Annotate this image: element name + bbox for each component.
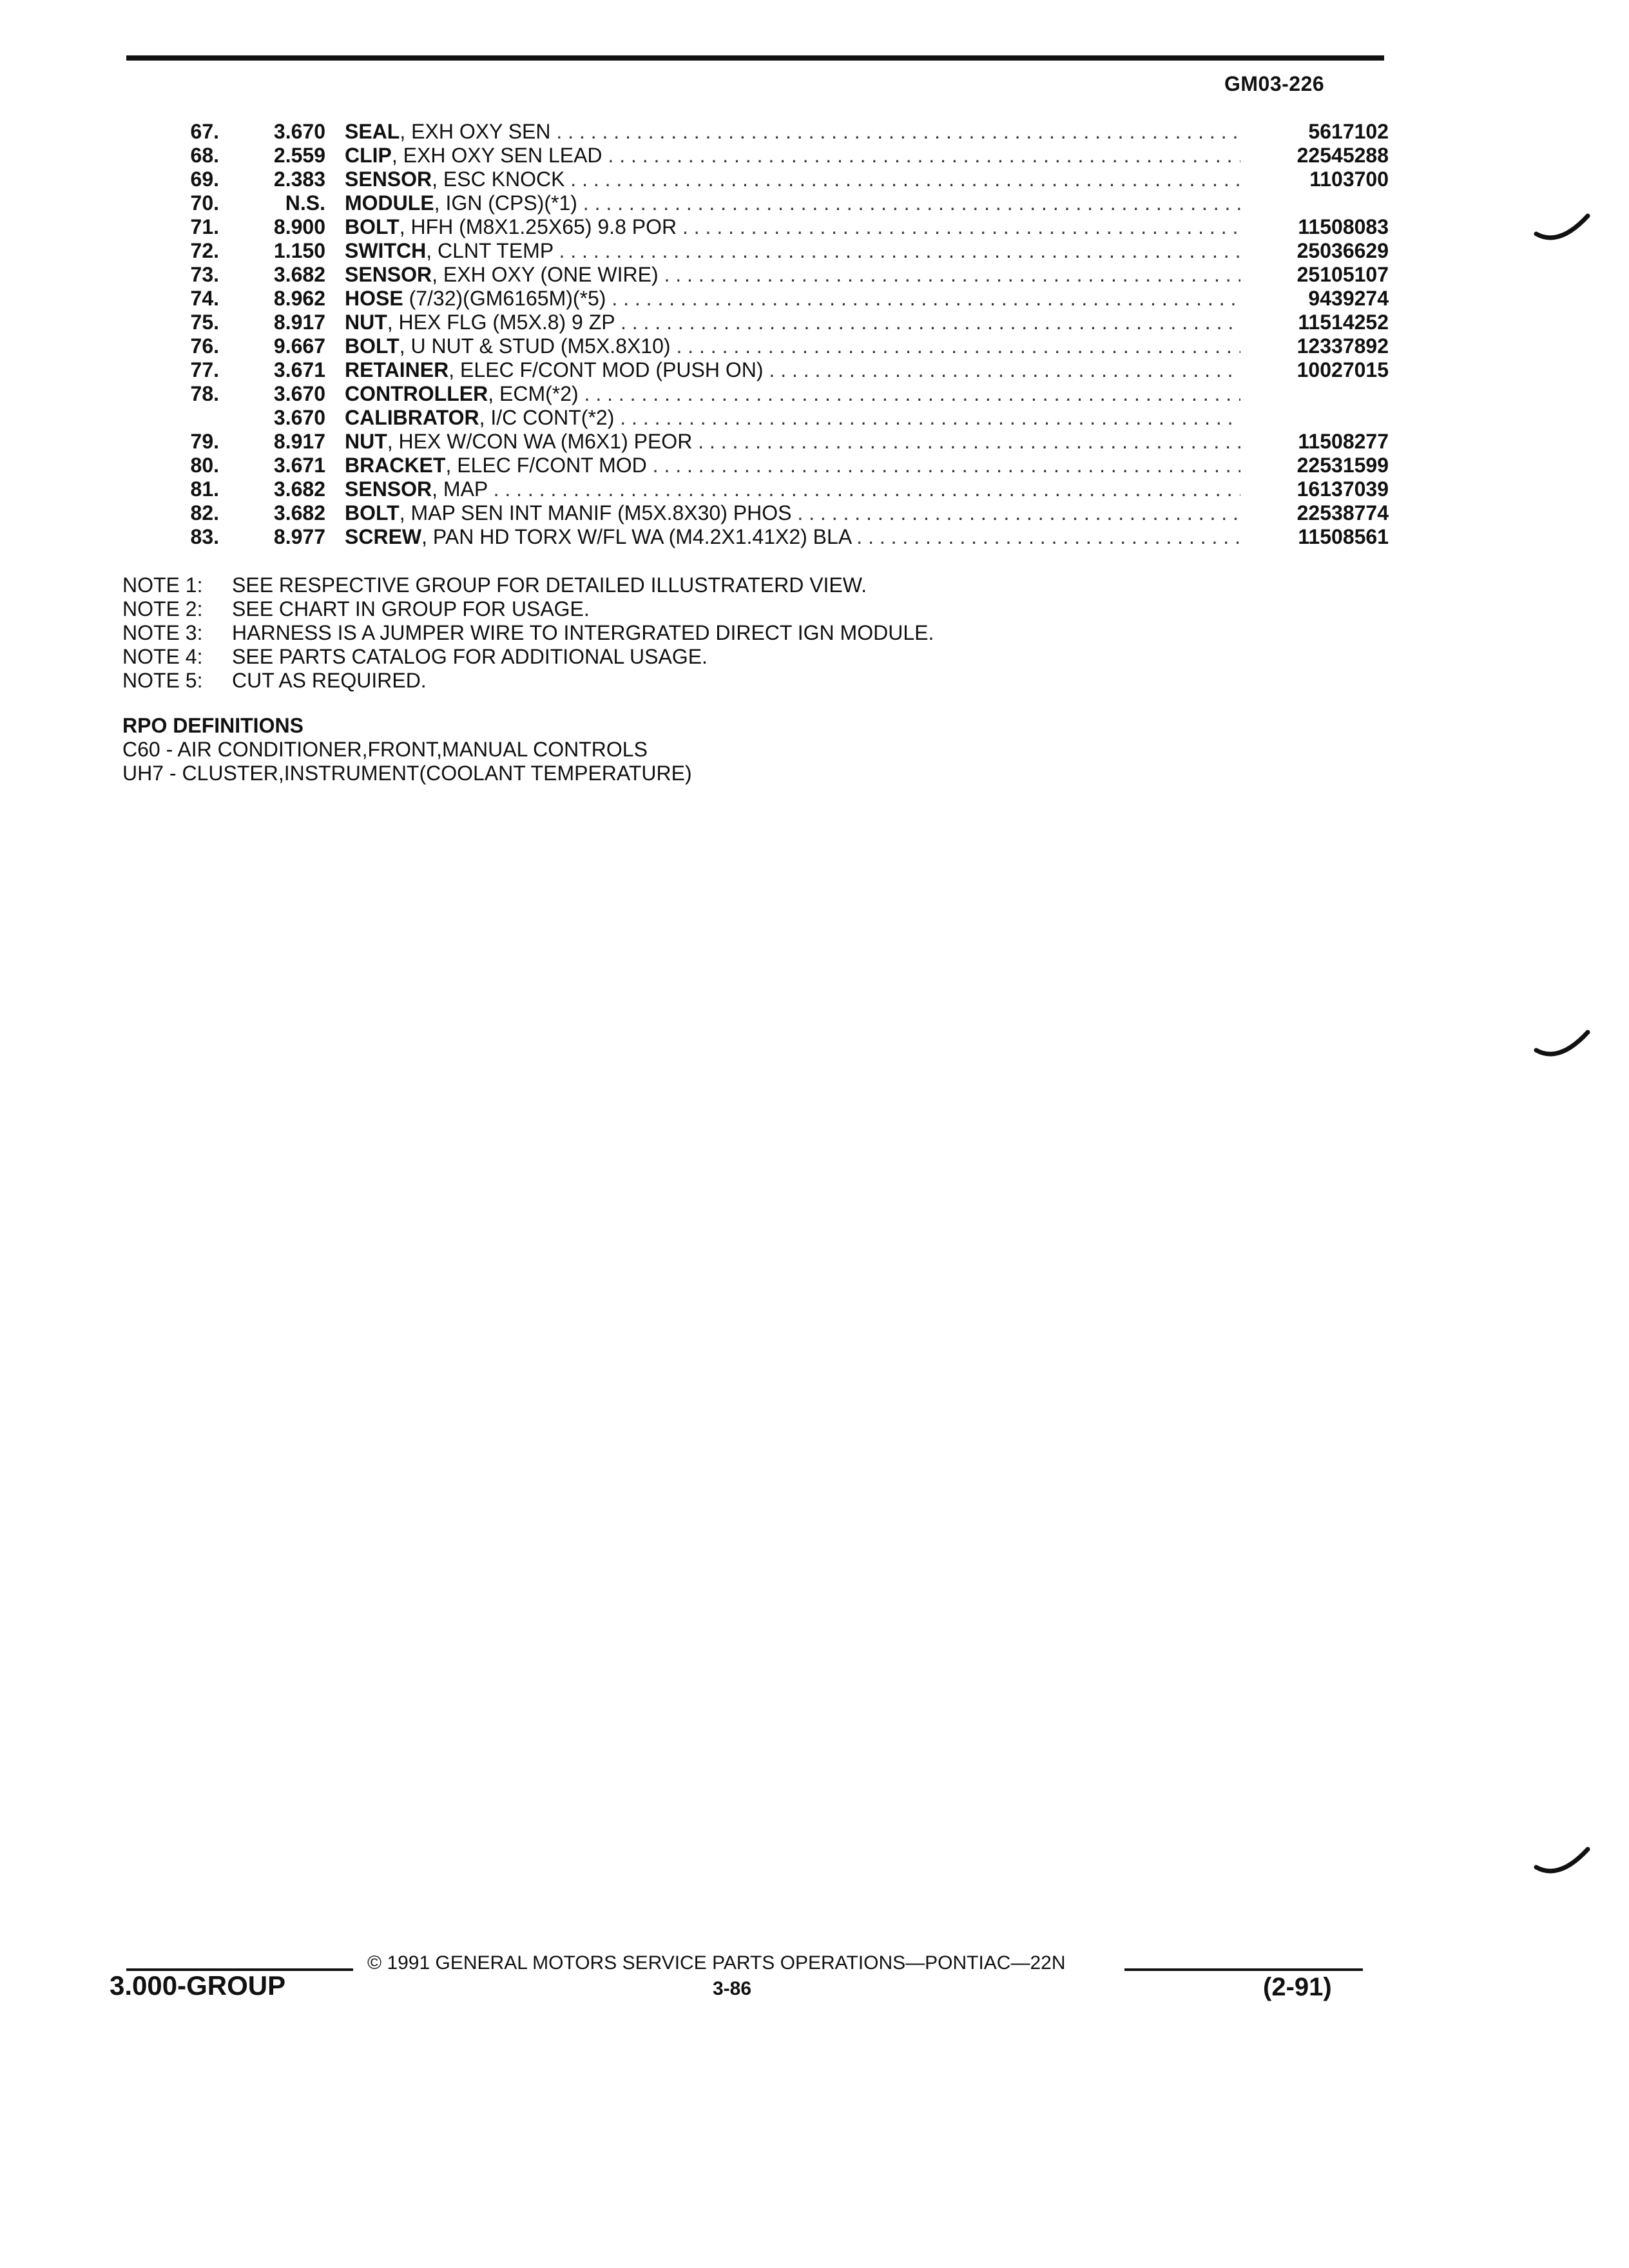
group-number: 3.670 <box>273 120 325 143</box>
footer-rule-right <box>1124 1968 1363 1971</box>
part-number: 22545288 <box>1296 144 1389 167</box>
footer-group: 3.000-GROUP <box>110 1970 286 2001</box>
notes-section <box>122 573 934 693</box>
note-line <box>122 669 934 693</box>
group-number: 3.671 <box>273 358 325 381</box>
group-number: 3.670 <box>273 406 325 429</box>
group-number: 9.667 <box>273 334 325 358</box>
note-label: NOTE 5: <box>122 669 203 692</box>
item-number: 81. <box>190 477 219 501</box>
item-number: 72. <box>190 239 219 262</box>
part-name: HOSE <box>345 287 403 310</box>
part-description <box>345 430 1240 454</box>
item-number: 70. <box>190 191 219 215</box>
part-number: 11508277 <box>1298 430 1389 453</box>
part-number: 11514252 <box>1298 311 1389 334</box>
part-name: SENSOR <box>345 168 432 191</box>
top-rule <box>126 55 1384 61</box>
part-row <box>122 191 1389 215</box>
part-row <box>122 120 1389 144</box>
group-number: 8.917 <box>273 430 325 453</box>
part-row <box>122 287 1389 311</box>
group-number: 3.682 <box>273 477 325 501</box>
binder-tab-mark <box>1534 1026 1592 1064</box>
note-line <box>122 621 934 645</box>
note-text: CUT AS REQUIRED. <box>232 669 427 692</box>
part-number: 25036629 <box>1296 239 1389 262</box>
part-name: CALIBRATOR <box>345 406 479 429</box>
item-number: 83. <box>190 525 219 548</box>
part-row <box>122 144 1389 168</box>
part-description <box>345 454 1240 477</box>
part-description <box>345 311 1240 334</box>
item-number: 78. <box>190 382 219 405</box>
part-row <box>122 454 1389 477</box>
group-number: 2.383 <box>273 168 325 191</box>
part-name: SCREW <box>345 525 422 548</box>
part-row <box>122 334 1389 358</box>
part-name: SENSOR <box>345 477 432 501</box>
part-detail: , MAP <box>432 477 488 501</box>
part-row <box>122 168 1389 191</box>
part-name: NUT <box>345 430 387 453</box>
part-name: SWITCH <box>345 239 427 262</box>
binder-tab-mark <box>1534 209 1592 248</box>
part-number: 16137039 <box>1296 477 1389 501</box>
part-description <box>345 287 1240 311</box>
rpo-line: C60 - AIR CONDITIONER,FRONT,MANUAL CONTROLS <box>122 738 648 761</box>
part-detail: (7/32)(GM6165M)(*5) <box>403 287 606 310</box>
note-line <box>122 597 934 621</box>
part-description <box>345 406 1240 430</box>
part-row <box>122 239 1389 263</box>
part-name: CONTROLLER <box>345 382 488 405</box>
part-description <box>345 120 1240 144</box>
item-number: 67. <box>190 120 219 143</box>
part-name: BOLT <box>345 215 400 238</box>
group-number: 2.559 <box>273 144 325 167</box>
part-number: 25105107 <box>1296 263 1389 286</box>
part-description <box>345 382 1240 406</box>
part-description <box>345 191 1240 215</box>
note-line <box>122 573 934 597</box>
revision-date: (2-91) <box>1263 1973 1332 2001</box>
part-name: RETAINER <box>345 358 449 381</box>
note-text: SEE CHART IN GROUP FOR USAGE. <box>232 597 590 620</box>
part-description <box>345 215 1240 239</box>
note-label: NOTE 2: <box>122 597 203 620</box>
item-number: 68. <box>190 144 219 167</box>
note-text: SEE RESPECTIVE GROUP FOR DETAILED ILLUSTRATERD VIEW. <box>232 573 867 597</box>
group-number: 8.977 <box>273 525 325 548</box>
part-detail: , HEX FLG (M5X.8) 9 ZP <box>387 311 615 334</box>
part-description <box>345 334 1240 358</box>
group-number: 8.900 <box>273 215 325 238</box>
part-name: BOLT <box>345 501 400 524</box>
part-name: BRACKET <box>345 454 446 477</box>
part-row <box>122 215 1389 239</box>
footer-copyright: © 1991 GENERAL MOTORS SERVICE PARTS OPERATIONS—PONTIAC—22N <box>367 1952 1066 1974</box>
group-number: 8.962 <box>273 287 325 310</box>
note-label: NOTE 4: <box>122 645 203 668</box>
part-name: CLIP <box>345 144 392 167</box>
note-text: HARNESS IS A JUMPER WIRE TO INTERGRATED DIRECT IGN MODULE. <box>232 621 934 644</box>
part-number: 22538774 <box>1296 501 1389 524</box>
part-row <box>122 358 1389 382</box>
part-description <box>345 525 1240 549</box>
part-number: 11508083 <box>1298 215 1389 238</box>
part-detail: , PAN HD TORX W/FL WA (M4.2X1.41X2) BLA <box>421 525 851 548</box>
part-description <box>345 168 1240 191</box>
part-description <box>345 263 1240 287</box>
document-code: GM03-226 <box>1224 72 1325 95</box>
item-number: 75. <box>190 311 219 334</box>
part-detail: , ECM(*2) <box>488 382 579 405</box>
item-number: 77. <box>190 358 219 381</box>
part-detail: , ELEC F/CONT MOD <box>445 454 647 477</box>
item-number: 71. <box>190 215 219 238</box>
rpo-line: UH7 - CLUSTER,INSTRUMENT(COOLANT TEMPERATURE) <box>122 762 692 785</box>
part-name: SEAL <box>345 120 400 143</box>
part-detail: , I/C CONT(*2) <box>479 406 615 429</box>
part-detail: , ESC KNOCK <box>432 168 565 191</box>
part-row <box>122 406 1389 430</box>
group-number: 3.682 <box>273 263 325 286</box>
item-number: 74. <box>190 287 219 310</box>
item-number: 76. <box>190 334 219 358</box>
item-number: 80. <box>190 454 219 477</box>
part-row <box>122 311 1389 334</box>
part-description <box>345 144 1240 168</box>
rpo-definitions <box>122 714 692 785</box>
part-row <box>122 477 1389 501</box>
group-number: 1.150 <box>273 239 325 262</box>
note-label: NOTE 1: <box>122 573 203 597</box>
part-description <box>345 239 1240 263</box>
part-detail: , EXH OXY SEN <box>400 120 551 143</box>
group-number: 3.682 <box>273 501 325 524</box>
part-detail: , EXH OXY (ONE WIRE) <box>432 263 659 286</box>
part-detail: , IGN (CPS)(*1) <box>434 191 577 215</box>
part-detail: , MAP SEN INT MANIF (M5X.8X30) PHOS <box>399 501 792 524</box>
part-name: NUT <box>345 311 387 334</box>
note-text: SEE PARTS CATALOG FOR ADDITIONAL USAGE. <box>232 645 708 668</box>
rpo-title: RPO DEFINITIONS <box>122 714 304 737</box>
part-number: 9439274 <box>1308 287 1389 310</box>
note-label: NOTE 3: <box>122 621 203 644</box>
part-number: 12337892 <box>1296 334 1389 358</box>
item-number: 79. <box>190 430 219 453</box>
part-number: 5617102 <box>1308 120 1389 143</box>
part-row <box>122 501 1389 525</box>
part-name: BOLT <box>345 334 400 358</box>
part-row <box>122 430 1389 454</box>
page-number: 3-86 <box>713 1978 752 1999</box>
part-number: 10027015 <box>1296 358 1389 381</box>
part-number: 22531599 <box>1296 454 1389 477</box>
group-number: 3.671 <box>273 454 325 477</box>
part-description <box>345 358 1240 382</box>
binder-tab-mark <box>1534 1843 1592 1881</box>
item-number: 69. <box>190 168 219 191</box>
part-description <box>345 501 1240 525</box>
part-name: SENSOR <box>345 263 432 286</box>
part-detail: , HFH (M8X1.25X65) 9.8 POR <box>399 215 677 238</box>
part-row <box>122 525 1389 549</box>
part-detail: , CLNT TEMP <box>426 239 554 262</box>
part-detail: , U NUT & STUD (M5X.8X10) <box>399 334 671 358</box>
part-number: 11508561 <box>1298 525 1389 548</box>
group-number: 8.917 <box>273 311 325 334</box>
item-number: 82. <box>190 501 219 524</box>
part-detail: , HEX W/CON WA (M6X1) PEOR <box>387 430 693 453</box>
note-line <box>122 645 934 669</box>
item-number: 73. <box>190 263 219 286</box>
part-description <box>345 477 1240 501</box>
parts-list <box>122 120 1389 549</box>
part-row <box>122 382 1389 406</box>
part-number: 1103700 <box>1309 168 1389 191</box>
group-number: 3.670 <box>273 382 325 405</box>
part-row <box>122 263 1389 287</box>
part-detail: , ELEC F/CONT MOD (PUSH ON) <box>448 358 764 381</box>
part-detail: , EXH OXY SEN LEAD <box>391 144 602 167</box>
part-name: MODULE <box>345 191 434 215</box>
group-number: N.S. <box>285 191 325 215</box>
